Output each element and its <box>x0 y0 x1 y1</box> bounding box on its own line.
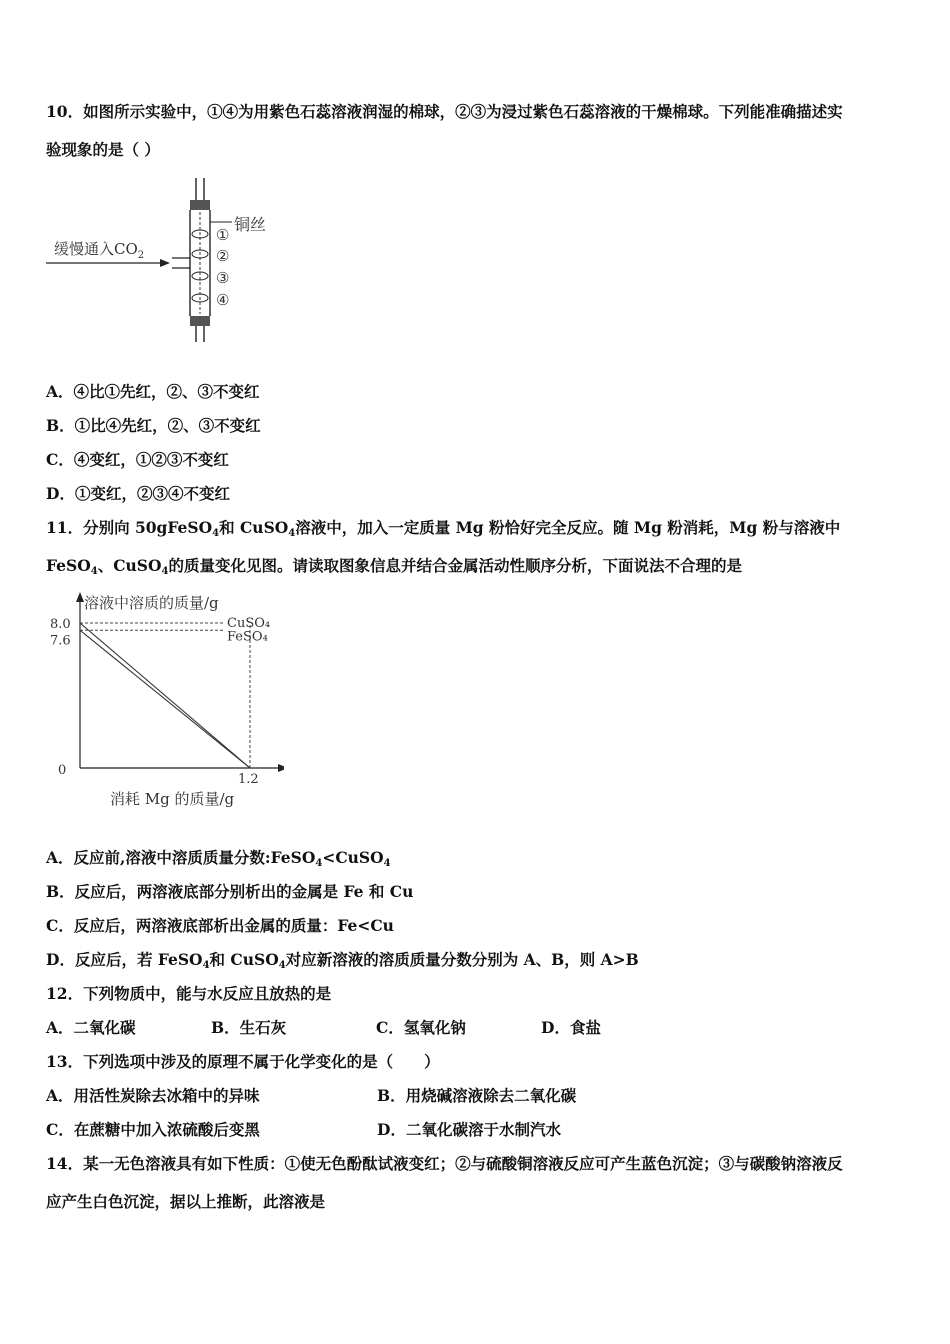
series-label-1: FeSO₄ <box>227 629 268 645</box>
q12-option-d: D．食盐 <box>541 1018 601 1037</box>
series-line-0 <box>80 623 250 768</box>
q11-mass-chart <box>44 590 284 820</box>
q14-stem-line2: 应产生白色沉淀，据以上推断，此溶液是 <box>46 1192 326 1211</box>
q12-option-b: B．生石灰 <box>211 1018 287 1037</box>
q13-option-a: A．用活性炭除去冰箱中的异味 <box>46 1086 260 1105</box>
ball-3-label: ③ <box>216 269 230 287</box>
q13-stem: 13．下列选项中涉及的原理不属于化学变化的是（ ） <box>46 1052 440 1071</box>
q13-option-d: D．二氧化碳溶于水制汽水 <box>377 1120 561 1139</box>
q11-option-a: A．反应前,溶液中溶质质量分数:FeSO$_4$<CuSO$_4$ <box>46 848 391 869</box>
y-tick-label-1: 7.6 <box>50 633 71 649</box>
q13-options-row1 <box>46 1086 576 1106</box>
x-axis-title: 消耗 Mg 的质量/g <box>110 790 235 808</box>
q11-option-b: B．反应后，两溶液底部分别析出的金属是 Fe 和 Cu <box>46 882 414 901</box>
gas-label: 缓慢通入$CO_2$ <box>54 240 145 261</box>
series-label-0: CuSO₄ <box>227 616 271 631</box>
x-tick-label-0: 1.2 <box>238 772 259 787</box>
copper-wire-label: 铜丝 <box>234 215 267 234</box>
origin-label: 0 <box>58 763 67 778</box>
q11-option-c: C．反应后，两溶液底部析出金属的质量：Fe<Cu <box>46 916 394 935</box>
ball-2-label: ② <box>216 247 230 265</box>
q10-option-a: A．④比①先红，②、③不变红 <box>46 382 260 401</box>
q10-option-c: C．④变红，①②③不变红 <box>46 450 229 469</box>
q11-stem-line2: FeSO$_4$、CuSO$_4$的质量变化见图。请读取图象信息并结合金属活动性顺序分析，下面说法不合理的是 <box>46 556 742 577</box>
q13-options-row2 <box>46 1120 561 1140</box>
ball-4-label: ④ <box>216 291 230 309</box>
q13-option-c: C．在蔗糖中加入浓硫酸后变黑 <box>46 1120 260 1139</box>
q10-stem-line1: 10．如图所示实验中，①④为用紫色石蕊溶液润湿的棉球，②③为浸过紫色石蕊溶液的干燥棉球。下列能准确描述实 <box>46 102 843 121</box>
q12-option-a: A．二氧化碳 <box>46 1018 136 1037</box>
q10-stem-line2: 验现象的是（ ） <box>46 140 160 159</box>
q12-option-c: C．氢氧化钠 <box>376 1018 466 1037</box>
ball-1-label: ① <box>216 226 230 244</box>
q11-stem-line1: 11．分别向 50gFeSO$_4$和 CuSO$_4$溶液中，加入一定质量 Mg 粉恰好完全反应。随 Mg 粉消耗，Mg 粉与溶液中 <box>46 518 841 539</box>
y-axis-arrow <box>76 592 84 602</box>
q10-apparatus-figure <box>44 176 284 346</box>
series-line-1 <box>80 630 250 768</box>
q12-stem: 12．下列物质中，能与水反应且放热的是 <box>46 984 332 1003</box>
y-axis-title: 溶液中溶质的质量/g <box>84 594 219 612</box>
q14-stem-line1: 14．某一无色溶液具有如下性质：①使无色酚酞试液变红；②与硫酸铜溶液反应可产生蓝色沉淀；③与碳酸钠溶液反 <box>46 1154 843 1173</box>
q10-option-b: B．①比④先红，②、③不变红 <box>46 416 261 435</box>
x-axis-arrow <box>278 764 284 772</box>
q13-option-b: B．用烧碱溶液除去二氧化碳 <box>377 1086 577 1105</box>
q10-option-d: D．①变红，②③④不变红 <box>46 484 230 503</box>
q12-options <box>46 1018 601 1038</box>
q11-option-d: D．反应后，若 FeSO$_4$和 CuSO$_4$对应新溶液的溶质质量分数分别为 A、B，则 A>B <box>46 950 639 971</box>
y-tick-label-0: 8.0 <box>50 617 71 632</box>
